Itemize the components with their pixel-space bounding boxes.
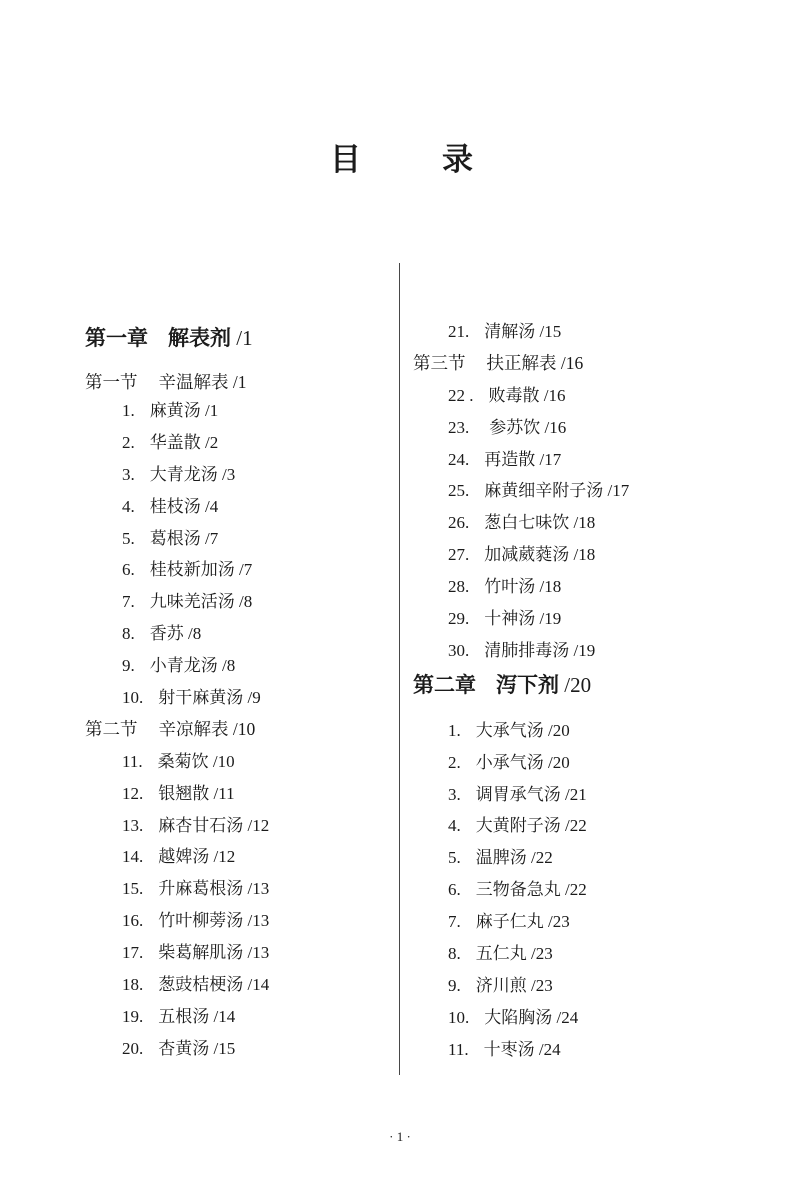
entry-number: 28. bbox=[448, 577, 470, 597]
entry-page: /4 bbox=[205, 496, 219, 516]
toc-entry bbox=[413, 412, 783, 444]
entry-name: 葱白七味饮 bbox=[484, 513, 570, 533]
entry-name: 大青龙汤 bbox=[149, 464, 218, 484]
chapter-page: /1 bbox=[236, 326, 253, 350]
toc-entry bbox=[85, 841, 390, 873]
entry-page: /15 bbox=[539, 322, 562, 341]
page-title-char-1: 目 bbox=[330, 142, 361, 177]
entry-name: 小青龙汤 bbox=[149, 656, 218, 676]
entry-name: 大承气汤 bbox=[475, 720, 544, 740]
entry-page: /2 bbox=[205, 432, 219, 452]
toc-entry bbox=[413, 571, 783, 603]
entry-number: 30. bbox=[448, 640, 470, 660]
section-page: /1 bbox=[232, 372, 247, 392]
entry-page: /11 bbox=[213, 783, 235, 803]
toc-entry bbox=[413, 1002, 783, 1034]
entry-number: 7. bbox=[448, 912, 461, 932]
toc-entry bbox=[85, 1001, 390, 1033]
entry-name: 射干麻黄汤 bbox=[158, 688, 244, 708]
section-heading bbox=[413, 348, 783, 380]
entry-name: 桂枝新加汤 bbox=[149, 560, 235, 580]
toc-entry bbox=[85, 586, 390, 618]
toc-entry bbox=[85, 1033, 390, 1065]
entry-page: /1 bbox=[205, 401, 219, 420]
entry-page: /8 bbox=[239, 592, 253, 612]
entry-page: /24 bbox=[538, 1039, 561, 1059]
entry-name: 再造散 bbox=[484, 449, 536, 469]
entry-name: 五仁丸 bbox=[475, 944, 527, 964]
toc-entry bbox=[85, 491, 390, 523]
entry-page: /14 bbox=[213, 1006, 236, 1026]
entry-page: /8 bbox=[222, 656, 236, 676]
entry-number: 13. bbox=[122, 815, 144, 835]
entry-number: 10. bbox=[448, 1007, 470, 1027]
entry-number: 21. bbox=[448, 322, 470, 341]
toc-right-column bbox=[413, 316, 783, 1066]
toc-entry bbox=[413, 747, 783, 779]
entry-name: 香苏 bbox=[149, 624, 184, 644]
entry-number: 20. bbox=[122, 1038, 144, 1058]
entry-page: /24 bbox=[556, 1007, 579, 1027]
chapter-label: 第二章 bbox=[413, 672, 476, 697]
entry-page: /14 bbox=[247, 975, 270, 995]
entry-number: 18. bbox=[122, 975, 144, 995]
entry-name: 华盖散 bbox=[149, 432, 201, 452]
entry-page: /20 bbox=[548, 720, 570, 740]
entry-number: 27. bbox=[448, 545, 470, 565]
toc-entry bbox=[413, 316, 783, 348]
entry-page: /9 bbox=[247, 688, 261, 708]
toc-entry bbox=[85, 523, 390, 555]
section-title: 扶正解表 bbox=[486, 352, 557, 373]
entry-page: /16 bbox=[543, 385, 566, 405]
entry-name: 五根汤 bbox=[158, 1006, 210, 1026]
toc-entry bbox=[413, 810, 783, 842]
entry-page: /20 bbox=[548, 752, 570, 772]
entry-number: 29. bbox=[448, 609, 470, 629]
entry-number: 2. bbox=[448, 752, 461, 772]
entry-number: 3. bbox=[122, 464, 135, 484]
entry-number: 5. bbox=[122, 528, 135, 548]
entry-page: /16 bbox=[544, 417, 567, 437]
entry-name: 清解汤 bbox=[484, 322, 536, 341]
entry-number: 9. bbox=[448, 975, 461, 995]
toc-entry bbox=[85, 969, 390, 1001]
section-label: 第一节 bbox=[85, 372, 138, 392]
entry-number: 14. bbox=[122, 847, 144, 867]
chapter-heading bbox=[85, 320, 390, 356]
section-page: /16 bbox=[560, 352, 584, 373]
entry-name: 九味羌活汤 bbox=[149, 592, 235, 612]
entry-number: 6. bbox=[122, 560, 135, 580]
entry-page: /8 bbox=[188, 624, 202, 644]
entry-page: /15 bbox=[213, 1038, 236, 1058]
entry-number: 17. bbox=[122, 943, 144, 963]
entry-number: 16. bbox=[122, 911, 144, 931]
toc-entry bbox=[413, 779, 783, 811]
toc-entry bbox=[85, 873, 390, 905]
toc-entry bbox=[413, 603, 783, 635]
toc-entry bbox=[413, 635, 783, 667]
entry-name: 十神汤 bbox=[484, 609, 536, 629]
toc-entry bbox=[85, 810, 390, 842]
entry-number: 2. bbox=[122, 432, 135, 452]
entry-number: 25. bbox=[448, 481, 470, 501]
entry-page: /17 bbox=[539, 449, 562, 469]
toc-entry bbox=[85, 554, 390, 586]
page-title-char-2: 录 bbox=[442, 142, 473, 177]
entry-number: 10. bbox=[122, 688, 144, 708]
entry-number: 24. bbox=[448, 449, 470, 469]
entry-page: /23 bbox=[531, 975, 553, 995]
entry-name: 大黄附子汤 bbox=[475, 816, 561, 836]
entry-name: 越婢汤 bbox=[158, 847, 210, 867]
toc-entry bbox=[413, 444, 783, 476]
toc-entry bbox=[413, 938, 783, 970]
entry-name: 麻黄细辛附子汤 bbox=[484, 481, 604, 501]
toc-entry bbox=[85, 618, 390, 650]
toc-entry bbox=[85, 746, 390, 778]
entry-number: 11. bbox=[122, 751, 143, 771]
entry-page: /22 bbox=[531, 848, 553, 868]
entry-name: 败毒散 bbox=[488, 385, 540, 405]
entry-page: /22 bbox=[565, 816, 587, 836]
entry-name: 温脾汤 bbox=[475, 848, 527, 868]
entry-number: 11. bbox=[448, 1039, 469, 1059]
entry-page: /18 bbox=[573, 513, 596, 533]
entry-number: 15. bbox=[122, 879, 144, 899]
toc-entry bbox=[85, 937, 390, 969]
entry-name: 葛根汤 bbox=[149, 528, 201, 548]
entry-number: 19. bbox=[122, 1006, 144, 1026]
entry-page: /21 bbox=[565, 784, 587, 804]
entry-name: 麻子仁丸 bbox=[475, 912, 544, 932]
entry-name: 麻黄汤 bbox=[149, 401, 201, 420]
entry-number: 8. bbox=[122, 624, 135, 644]
entry-name: 调胃承气汤 bbox=[475, 784, 561, 804]
entry-number: 4. bbox=[122, 496, 135, 516]
column-divider bbox=[399, 263, 400, 1075]
entry-number: 22 . bbox=[448, 385, 474, 405]
entry-page: /19 bbox=[539, 609, 562, 629]
toc-entry bbox=[85, 395, 390, 427]
entry-name: 参苏饮 bbox=[489, 417, 541, 437]
entry-name: 竹叶柳蒡汤 bbox=[158, 911, 244, 931]
chapter-label: 第一章 bbox=[85, 326, 148, 350]
entry-name: 桂枝汤 bbox=[149, 496, 201, 516]
entry-name: 升麻葛根汤 bbox=[158, 879, 244, 899]
entry-name: 三物备急丸 bbox=[475, 880, 561, 900]
entry-number: 5. bbox=[448, 848, 461, 868]
entry-number: 9. bbox=[122, 656, 135, 676]
toc-entry bbox=[413, 970, 783, 1002]
entry-page: /18 bbox=[539, 577, 562, 597]
entry-number: 3. bbox=[448, 784, 461, 804]
entry-page: /13 bbox=[247, 911, 270, 931]
section-heading bbox=[85, 369, 390, 395]
toc-entry bbox=[413, 1034, 783, 1066]
toc-entry bbox=[413, 539, 783, 571]
entry-name: 济川煎 bbox=[475, 975, 527, 995]
chapter-title: 泻下剂 bbox=[496, 672, 559, 697]
toc-entry bbox=[413, 874, 783, 906]
entry-name: 麻杏甘石汤 bbox=[158, 815, 244, 835]
chapter-heading bbox=[413, 667, 783, 703]
toc-entry bbox=[413, 380, 783, 412]
entry-number: 8. bbox=[448, 944, 461, 964]
entry-page: /7 bbox=[205, 528, 219, 548]
entry-page: /23 bbox=[548, 912, 570, 932]
toc-entry bbox=[85, 650, 390, 682]
entry-page: /18 bbox=[573, 545, 596, 565]
entry-name: 大陷胸汤 bbox=[484, 1007, 553, 1027]
entry-page: /12 bbox=[213, 847, 236, 867]
entry-name: 杏黄汤 bbox=[158, 1038, 210, 1058]
entry-name: 桑菊饮 bbox=[157, 751, 209, 771]
entry-page: /10 bbox=[212, 751, 235, 771]
section-label: 第二节 bbox=[85, 718, 138, 739]
entry-number: 6. bbox=[448, 880, 461, 900]
chapter-title: 解表剂 bbox=[168, 326, 231, 350]
toc-entry bbox=[85, 427, 390, 459]
section-title: 辛凉解表 bbox=[158, 718, 229, 739]
section-label: 第三节 bbox=[413, 352, 466, 373]
toc-entry bbox=[413, 842, 783, 874]
toc-entry bbox=[85, 459, 390, 491]
chapter-page: /20 bbox=[564, 672, 592, 697]
entry-page: /7 bbox=[239, 560, 253, 580]
entry-name: 银翘散 bbox=[158, 783, 210, 803]
entry-number: 23. bbox=[448, 417, 470, 437]
entry-page: /22 bbox=[565, 880, 587, 900]
entry-name: 葱豉桔梗汤 bbox=[158, 975, 244, 995]
toc-entry bbox=[85, 778, 390, 810]
entry-page: /19 bbox=[573, 640, 596, 660]
toc-entry bbox=[413, 475, 783, 507]
entry-number: 1. bbox=[448, 720, 461, 740]
entry-name: 竹叶汤 bbox=[484, 577, 536, 597]
entry-number: 4. bbox=[448, 816, 461, 836]
entry-name: 小承气汤 bbox=[475, 752, 544, 772]
section-title: 辛温解表 bbox=[158, 372, 229, 392]
toc-entry bbox=[413, 715, 783, 747]
entry-page: /13 bbox=[247, 879, 270, 899]
entry-number: 7. bbox=[122, 592, 135, 612]
entry-page: /23 bbox=[531, 944, 553, 964]
toc-entry bbox=[413, 906, 783, 938]
entry-number: 26. bbox=[448, 513, 470, 533]
entry-page: /17 bbox=[607, 481, 630, 501]
toc-entry bbox=[85, 682, 390, 714]
section-heading bbox=[85, 714, 390, 746]
entry-page: /12 bbox=[247, 815, 270, 835]
entry-name: 清肺排毒汤 bbox=[484, 640, 570, 660]
toc-left-column bbox=[85, 320, 390, 1065]
section-page: /10 bbox=[232, 718, 256, 739]
entry-name: 加减葳蕤汤 bbox=[484, 545, 570, 565]
entry-name: 柴葛解肌汤 bbox=[158, 943, 244, 963]
entry-number: 12. bbox=[122, 783, 144, 803]
entry-page: /3 bbox=[222, 464, 236, 484]
toc-entry bbox=[85, 905, 390, 937]
page-number: · 1 · bbox=[389, 1129, 411, 1144]
toc-entry bbox=[413, 507, 783, 539]
entry-page: /13 bbox=[247, 943, 270, 963]
entry-number: 1. bbox=[122, 401, 135, 420]
entry-name: 十枣汤 bbox=[483, 1039, 535, 1059]
